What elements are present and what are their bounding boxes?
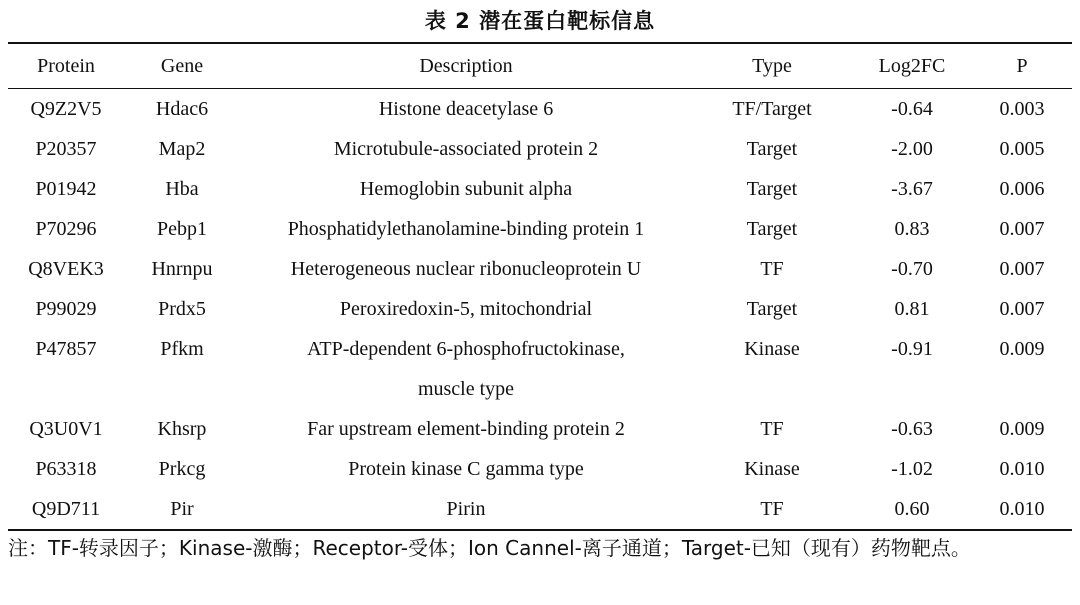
cell-log2fc: 0.81 bbox=[894, 297, 930, 320]
cell-type: TF bbox=[692, 489, 852, 530]
cell-type: Target bbox=[746, 297, 798, 320]
cell-gene bbox=[124, 329, 240, 409]
cell-gene: Khsrp bbox=[157, 417, 207, 440]
cell-log2fc: -0.63 bbox=[891, 417, 933, 440]
cell-p: 0.007 bbox=[999, 297, 1045, 320]
cell-p: 0.009 bbox=[999, 417, 1045, 440]
cell-description bbox=[240, 329, 692, 409]
cell-p: 0.003 bbox=[999, 97, 1045, 120]
cell-gene: Hnrnpu bbox=[151, 257, 213, 280]
cell-description: Protein kinase C gamma type bbox=[348, 457, 584, 480]
cell-gene: Prdx5 bbox=[158, 297, 206, 320]
cell-description-line2: muscle type bbox=[417, 378, 515, 400]
cell-log2fc: -0.64 bbox=[891, 97, 933, 120]
cell-log2fc: 0.83 bbox=[894, 217, 930, 240]
cell-description: Hemoglobin subunit alpha bbox=[359, 177, 573, 200]
cell-protein: P70296 bbox=[35, 217, 97, 240]
cell-gene-text: Pfkm bbox=[160, 338, 204, 360]
cell-type: TF bbox=[760, 417, 784, 440]
cell-type: Target bbox=[746, 137, 798, 160]
cell-type: TF bbox=[760, 257, 784, 280]
column-header-type: Type bbox=[692, 43, 852, 89]
cell-p-text: 0.009 bbox=[999, 338, 1045, 360]
cell-protein: Q9Z2V5 bbox=[30, 97, 102, 120]
cell-protein-text: P47857 bbox=[35, 338, 97, 360]
cell-p: 0.007 bbox=[999, 257, 1045, 280]
cell-type: Kinase bbox=[744, 457, 800, 480]
cell-protein: Q9D711 bbox=[8, 489, 124, 530]
table-row bbox=[8, 89, 1072, 130]
cell-type: TF/Target bbox=[732, 97, 812, 120]
cell-protein: P63318 bbox=[35, 457, 97, 480]
table-row bbox=[8, 209, 1072, 249]
cell-type: Target bbox=[746, 217, 798, 240]
cell-description: Microtubule-associated protein 2 bbox=[333, 137, 599, 160]
table-row bbox=[8, 329, 1072, 409]
table-header-row bbox=[8, 43, 1072, 89]
table-row bbox=[8, 129, 1072, 169]
table-row bbox=[8, 489, 1072, 530]
cell-description: Phosphatidylethanolamine-binding protein 1 bbox=[287, 217, 645, 240]
cell-log2fc: -1.02 bbox=[891, 457, 933, 480]
cell-log2fc: -3.67 bbox=[891, 177, 933, 200]
cell-protein: Q8VEK3 bbox=[28, 257, 104, 280]
column-header-gene: Gene bbox=[124, 43, 240, 89]
cell-protein: P20357 bbox=[35, 137, 97, 160]
cell-gene: Pir bbox=[124, 489, 240, 530]
cell-description: Pirin bbox=[240, 489, 692, 530]
table-row bbox=[8, 409, 1072, 449]
column-header-description: Description bbox=[240, 43, 692, 89]
cell-p: 0.006 bbox=[999, 177, 1045, 200]
cell-protein bbox=[8, 329, 124, 409]
cell-log2fc: -0.70 bbox=[891, 257, 933, 280]
cell-description-line1: ATP-dependent 6-phosphofructokinase, bbox=[307, 338, 625, 360]
cell-description: Peroxiredoxin-5, mitochondrial bbox=[339, 297, 593, 320]
cell-type bbox=[692, 329, 852, 409]
column-header-protein: Protein bbox=[8, 43, 124, 89]
cell-gene: Hdac6 bbox=[155, 97, 209, 120]
cell-description: Far upstream element-binding protein 2 bbox=[307, 417, 625, 440]
cell-gene: Prkcg bbox=[158, 457, 206, 480]
cell-protein: P01942 bbox=[35, 177, 97, 200]
cell-log2fc bbox=[852, 329, 972, 409]
cell-description: Heterogeneous nuclear ribonucleoprotein U bbox=[290, 257, 642, 280]
cell-protein: Q3U0V1 bbox=[29, 417, 103, 440]
cell-type: Target bbox=[746, 177, 798, 200]
cell-gene: Hba bbox=[165, 177, 199, 200]
table-row bbox=[8, 169, 1072, 209]
cell-gene: Pebp1 bbox=[157, 217, 207, 240]
cell-p: 0.010 bbox=[999, 457, 1045, 480]
protein-target-table bbox=[8, 42, 1072, 531]
column-header-p: P bbox=[972, 43, 1072, 89]
table-footnote: 注：TF-转录因子；Kinase-激酶；Receptor-受体；Ion Cannel-离子通道；Target-已知（现有）药物靶点。 bbox=[8, 536, 971, 560]
cell-protein: P99029 bbox=[35, 297, 97, 320]
table-row bbox=[8, 289, 1072, 329]
table-title: 表 2 潜在蛋白靶标信息 bbox=[424, 9, 656, 33]
column-header-log2fc: Log2FC bbox=[852, 43, 972, 89]
cell-log2fc: -2.00 bbox=[891, 137, 933, 160]
cell-p: 0.005 bbox=[999, 137, 1045, 160]
cell-description: Histone deacetylase 6 bbox=[378, 97, 554, 120]
cell-gene: Map2 bbox=[158, 137, 206, 160]
cell-p: 0.007 bbox=[999, 217, 1045, 240]
cell-p bbox=[972, 329, 1072, 409]
cell-p: 0.010 bbox=[972, 489, 1072, 530]
table-row bbox=[8, 249, 1072, 289]
cell-log2fc-text: -0.91 bbox=[891, 338, 933, 360]
cell-log2fc: 0.60 bbox=[852, 489, 972, 530]
table-row bbox=[8, 449, 1072, 489]
cell-type-text: Kinase bbox=[744, 338, 800, 360]
